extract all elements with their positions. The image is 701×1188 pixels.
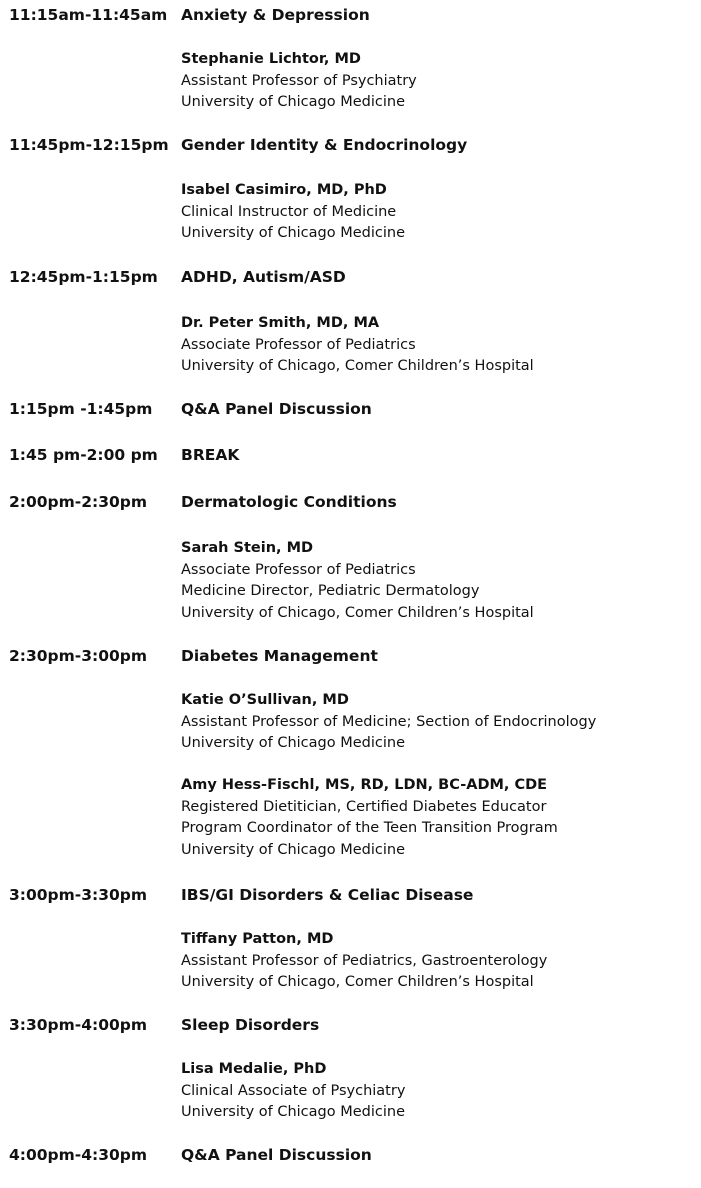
session-time: 12:45pm-1:15pm (9, 268, 158, 286)
speaker-block (181, 775, 691, 861)
speaker-name: Dr. Peter Smith, MD, MA (181, 315, 380, 331)
session-time: 11:15am-11:45am (9, 6, 168, 24)
speaker-affiliation: University of Chicago Medicine (181, 1104, 405, 1120)
speaker-affiliation: Assistant Professor of Medicine; Section of Endocrinology (181, 713, 597, 730)
session-title: IBS/GI Disorders & Celiac Disease (181, 886, 474, 904)
speaker-affiliation: Assistant Professor of Psychiatry (181, 72, 417, 89)
speaker-affiliation: University of Chicago, Comer Children’s Hospital (181, 974, 534, 990)
speaker-name: Stephanie Lichtor, MD (181, 51, 361, 67)
session-time: 4:00pm-4:30pm (9, 1146, 148, 1164)
speaker-block (181, 313, 691, 378)
session-title: Gender Identity & Endocrinology (181, 136, 468, 154)
session-title: ADHD, Autism/ASD (181, 268, 346, 286)
speaker-name: Isabel Casimiro, MD, PhD (181, 182, 387, 198)
speaker-name: Sarah Stein, MD (181, 540, 314, 556)
speaker-block (181, 1059, 691, 1124)
speaker-block (181, 538, 691, 624)
session-title: Q&A Panel Discussion (181, 1146, 372, 1164)
speaker-affiliation: University of Chicago Medicine (181, 841, 405, 858)
session-title: Anxiety & Depression (181, 6, 370, 24)
speaker-affiliation: Assistant Professor of Pediatrics, Gastroenterology (181, 952, 548, 969)
session-title: Diabetes Management (181, 647, 378, 665)
speaker-block (181, 929, 691, 994)
speaker-name: Amy Hess-Fischl, MS, RD, LDN, BC-ADM, CDE (181, 777, 548, 793)
session-time: 11:45pm-12:15pm (9, 136, 169, 154)
speaker-affiliation: Associate Professor of Pediatrics (181, 561, 416, 578)
speaker-affiliation: University of Chicago Medicine (181, 225, 405, 241)
session-title: BREAK (181, 446, 240, 464)
speaker-affiliation: Associate Professor of Pediatrics (181, 336, 416, 353)
speaker-affiliation: Clinical Instructor of Medicine (181, 203, 397, 220)
speaker-name: Lisa Medalie, PhD (181, 1061, 327, 1077)
speaker-affiliation: Registered Dietitician, Certified Diabetes Educator (181, 798, 547, 815)
session-time: 2:00pm-2:30pm (9, 493, 148, 511)
session-title: Dermatologic Conditions (181, 493, 397, 511)
session-time: 2:30pm-3:00pm (9, 647, 148, 665)
speaker-affiliation: University of Chicago, Comer Children’s Hospital (181, 604, 534, 621)
speaker-name: Katie O’Sullivan, MD (181, 692, 349, 708)
speaker-block (181, 690, 691, 755)
speaker-affiliation: Medicine Director, Pediatric Dermatology (181, 583, 480, 599)
speaker-affiliation: Program Coordinator of the Teen Transition Program (181, 820, 558, 836)
speaker-block (181, 49, 691, 114)
speaker-affiliation: University of Chicago, Comer Children’s Hospital (181, 358, 534, 374)
session-time: 3:00pm-3:30pm (9, 886, 148, 904)
session-title: Q&A Panel Discussion (181, 400, 372, 418)
speaker-affiliation: University of Chicago Medicine (181, 735, 405, 751)
speaker-affiliation: University of Chicago Medicine (181, 94, 405, 110)
session-time: 1:45 pm-2:00 pm (9, 446, 158, 464)
session-title: Sleep Disorders (181, 1016, 320, 1034)
session-time: 1:15pm -1:45pm (9, 400, 153, 418)
session-time: 3:30pm-4:00pm (9, 1016, 148, 1034)
speaker-block (181, 180, 691, 245)
speaker-affiliation: Clinical Associate of Psychiatry (181, 1082, 406, 1099)
speaker-name: Tiffany Patton, MD (181, 931, 334, 947)
